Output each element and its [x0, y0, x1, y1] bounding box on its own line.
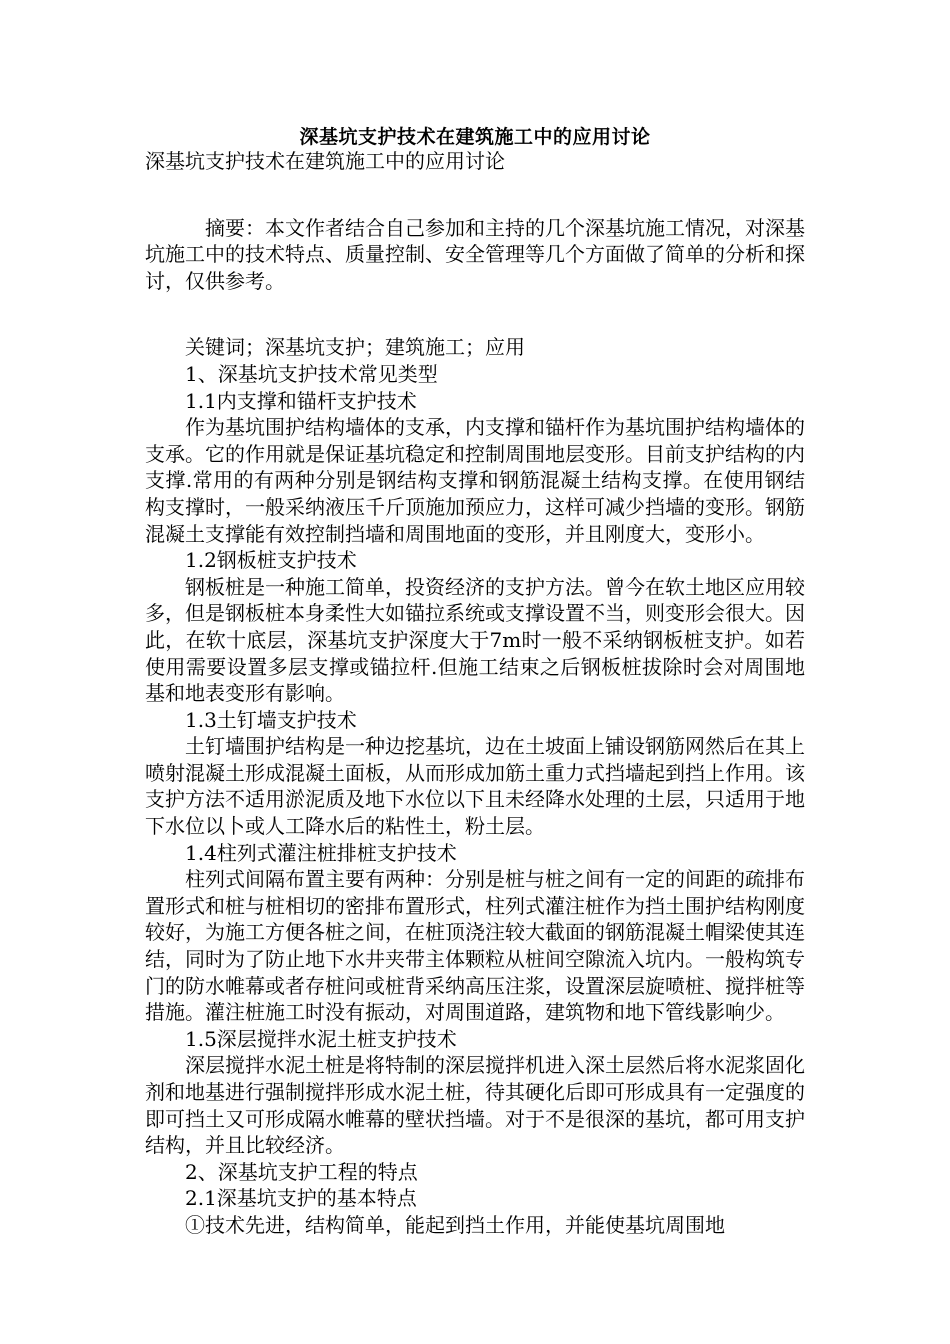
section-heading: 1.5深层搅拌水泥土桩支护技术	[185, 1026, 457, 1051]
section-paragraph: 土钉墙围护结构是一种边挖基坑，边在土坡面上铺设钢筋网然后在其上喷射混凝土形成混凝土面板，从而形成加筋土重力式挡墙起到挡上作用。该支护方法不适用淤泥质及地下水位以下且未经降水处理的土层，只适用于地下水位以卜或人工降水后的粘性土，粉土层。	[145, 734, 805, 839]
section-heading: 1.4柱列式灌注桩排桩支护技术	[185, 840, 457, 865]
section-paragraph: 作为基坑围护结构墙体的支承，内支撑和锚杆作为基坑围护结构墙体的支承。它的作用就是保证基坑稳定和控制周围地层变形。目前支护结构的内支撑.常用的有两种分别是钢结构支撑和钢筋混凝土结构支撑。在使用钢结构支撑时，一般采纳液压千斤顶施加预应力，这样可减少挡墙的变形。钢筋混凝土支撑能有效控制挡墙和周围地面的变形，并且刚度大，变形小。	[145, 415, 805, 546]
section-heading: 2、深基坑支护工程的特点	[185, 1159, 418, 1184]
document-body	[145, 148, 805, 1239]
section-paragraph: ①技术先进，结构简单，能起到挡土作用，并能使基坑周围地	[185, 1212, 725, 1237]
abstract-paragraph: 摘要：本文作者结合自己参加和主持的几个深基坑施工情况，对深基坑施工中的技术特点、质量控制、安全管理等几个方面做了简单的分析和探讨，仅供参考。	[145, 215, 805, 293]
section-heading: 1.3土钉墙支护技术	[185, 707, 357, 732]
document-subtitle: 深基坑支护技术在建筑施工中的应用讨论	[145, 149, 505, 173]
section-paragraph: 深层搅拌水泥土桩是将特制的深层搅拌机进入深土层然后将水泥浆固化剂和地基进行强制搅拌形成水泥土桩，待其硬化后即可形成具有一定强度的即可挡土又可形成隔水帷幕的壁状挡墙。对于不是很深的基坑，都可用支护结构，并且比较经济。	[145, 1053, 805, 1158]
section-paragraph: 钢板桩是一种施工简单，投资经济的支护方法。曾今在软土地区应用较多，但是钢板桩本身柔性大如锚拉系统或支撑设置不当，则变形会很大。因此，在软十底层，深基坑支护深度大于7m时一般不采纳钢板桩支护。如若使用需要设置多层支撑或锚拉杆.但施工结束之后钢板桩拔除时会对周围地基和地表变形有影响。	[145, 574, 805, 706]
keywords-line: 关键词；深基坑支护；建筑施工；应用	[185, 335, 525, 360]
document-title: 深基坑支护技术在建筑施工中的应用讨论	[299, 126, 651, 148]
blank-line	[145, 294, 805, 334]
section-heading: 1.1内支撑和锚杆支护技术	[185, 388, 417, 413]
section-heading: 1、深基坑支护技术常见类型	[185, 361, 438, 386]
section-paragraph: 柱列式间隔布置主要有两种：分别是桩与桩之间有一定的间距的疏排布置形式和桩与桩相切的密排布置形式，柱列式灌注桩作为挡土围护结构刚度较好，为施工方便各桩之间，在桩顶浇注较大截面的钢筋混凝土帽梁使其连结，同时为了防止地下水井夹带主体颗粒从桩间空隙流入坑内。一般构筑专门的防水帷幕或者存桩问或桩背采纳高压注浆，设置深层旋喷桩、搅拌桩等措施。灌注桩施工时没有振动，对周围道路，建筑物和地下管线影响少。	[145, 867, 805, 1025]
section-heading: 2.1深基坑支护的基本特点	[185, 1186, 417, 1211]
blank-line	[145, 175, 805, 215]
section-heading: 1.2钢板桩支护技术	[185, 548, 357, 573]
